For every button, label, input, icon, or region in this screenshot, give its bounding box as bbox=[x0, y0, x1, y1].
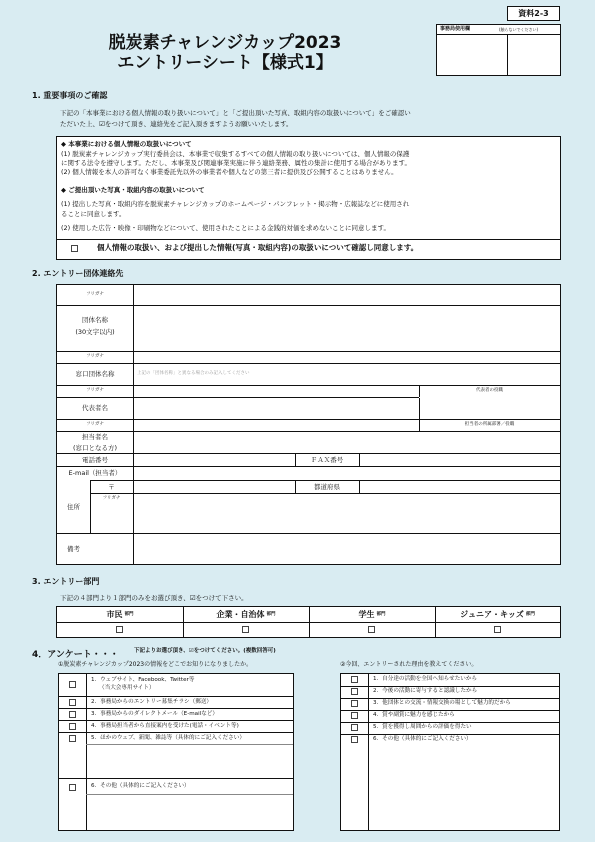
pref-divider bbox=[359, 480, 360, 493]
q1-option6-checkbox[interactable] bbox=[69, 784, 76, 791]
consent-label: 個人情報の取扱い、および提出した情報(写真・取組内容)の取扱いについて確認し同意します。 bbox=[97, 243, 419, 252]
row-divider bbox=[59, 696, 293, 697]
q2-option4-label: 4．賞や副賞に魅力を感じたから bbox=[373, 712, 455, 718]
spacer bbox=[419, 397, 560, 398]
address-label: 住所 bbox=[67, 502, 80, 511]
furigana-label: フリガナ bbox=[86, 292, 104, 297]
q2-option4-checkbox[interactable] bbox=[351, 712, 358, 719]
q1-option4-checkbox[interactable] bbox=[69, 723, 76, 730]
group-name-label: 団体名称 bbox=[82, 316, 108, 324]
category-company: 企業・自治体 部門 bbox=[216, 609, 276, 619]
section1-intro-1: 下記の「本事業における個人情報の取り扱いについて」と「ご提出頂いた写真、取組内容の取扱いについて」をご確認い bbox=[60, 109, 411, 117]
office-use-box bbox=[436, 24, 561, 76]
page-title-line2: エントリーシート【様式1】 bbox=[117, 53, 333, 73]
furigana-label: フリガナ bbox=[86, 388, 104, 393]
q1-col-divider bbox=[86, 674, 87, 830]
question1: ①脱炭素チャレンジカップ2023の情報をどこでお知りになりましたか。 bbox=[58, 661, 253, 668]
section3-instruction: 下記の４部門より１部門のみをお選び頂き、☑をつけて下さい。 bbox=[60, 594, 248, 602]
document-label: 資料2-3 bbox=[507, 6, 560, 21]
section3-heading: 3. エントリー部門 bbox=[32, 577, 100, 586]
row-divider bbox=[59, 778, 293, 779]
furigana-label: フリガナ bbox=[86, 354, 104, 359]
row-divider bbox=[90, 493, 560, 494]
q2-option2-checkbox[interactable] bbox=[351, 688, 358, 695]
office-divider bbox=[507, 35, 508, 75]
row-divider bbox=[341, 722, 559, 723]
q2-option6-checkbox[interactable] bbox=[351, 736, 358, 743]
office-use-header bbox=[437, 25, 560, 35]
category-student-checkbox[interactable] bbox=[368, 626, 375, 633]
privacy-1b: に関する法令を遵守します。ただし、本事業及び関連事業実施に伴う連絡業務、属性の集計に使用する場合があります。 bbox=[61, 159, 411, 167]
q1-option4-label: 4．事務局担当者から直接案内を受けた(電話・イベント等) bbox=[91, 723, 239, 729]
phone-label: 電話番号 bbox=[82, 455, 108, 464]
q2-option6-label: 6．その他（具体的にご記入ください） bbox=[373, 736, 472, 742]
section1-notice-box bbox=[56, 136, 561, 260]
q2-option1-checkbox[interactable] bbox=[351, 676, 358, 683]
photo-2: (2) 使用した広告・映像・印刷物などについて、使用されたことによる金銭的対価を求めないことに同意します。 bbox=[61, 224, 390, 232]
q1-option2-label: 2．事務局からのエントリー募集チラシ（郵送） bbox=[91, 699, 213, 705]
section4-heading: 4．アンケート・・・ bbox=[32, 650, 119, 660]
remarks-label: 備考 bbox=[67, 544, 80, 553]
postal-label: 〒 bbox=[108, 482, 115, 491]
page-title-line1: 脱炭素チャレンジカップ2023 bbox=[108, 33, 342, 53]
q1-option3-checkbox[interactable] bbox=[69, 711, 76, 718]
row-divider bbox=[341, 734, 559, 735]
section4-instruction: 下記よりお選び頂き、☑をつけてください。(複数回答可) bbox=[134, 648, 276, 654]
q1-option1-checkbox[interactable] bbox=[69, 681, 76, 688]
privacy-2: (2) 個人情報を本人の許可なく事業委託先以外の事業者や個人などの第三者に提供及び公開することはありません。 bbox=[61, 168, 398, 176]
row-divider bbox=[59, 720, 293, 721]
photo-1b: ることに同意します。 bbox=[61, 210, 126, 218]
furigana-label: フリガナ bbox=[102, 496, 121, 501]
consent-checkbox[interactable] bbox=[71, 245, 78, 252]
row-divider bbox=[57, 305, 560, 306]
section1-heading: 1. 重要事項のご確認 bbox=[32, 91, 108, 100]
q1-option5-checkbox[interactable] bbox=[69, 735, 76, 742]
q2-option5-label: 5．賞を獲得し周囲からの評価を得たい bbox=[373, 724, 472, 730]
label-column-divider bbox=[133, 285, 134, 564]
row-divider bbox=[59, 732, 293, 733]
category-student: 学生 部門 bbox=[358, 609, 386, 619]
fax-divider bbox=[359, 453, 360, 466]
row-divider bbox=[59, 708, 293, 709]
office-use-label: 事務局使用欄 bbox=[440, 26, 471, 32]
q1-table bbox=[58, 673, 294, 831]
staff-name-label: 担当者名 bbox=[82, 432, 108, 441]
category-citizen-checkbox[interactable] bbox=[116, 626, 123, 633]
q1-option5-label: 5．ほかのウェブ、新聞、雑誌等（具体的にご記入ください） bbox=[91, 735, 245, 741]
section1-intro-2: ただいた上、☑をつけて頂き、連絡先をご記入頂きますようお願いいたします。 bbox=[60, 120, 293, 128]
write-in-line bbox=[86, 744, 293, 745]
consent-divider bbox=[57, 239, 560, 240]
rep-title-label: 代表者の役職 bbox=[476, 388, 503, 393]
row-divider bbox=[341, 698, 559, 699]
privacy-heading: ◆ 本事業における個人情報の取扱いについて bbox=[61, 140, 192, 148]
q1-option6-label: 6．その他（具体的にご記入ください） bbox=[91, 783, 190, 789]
q2-option5-checkbox[interactable] bbox=[351, 724, 358, 731]
contact-group-label: 窓口団体名称 bbox=[75, 370, 115, 378]
contact-table bbox=[56, 284, 561, 565]
privacy-1a: (1) 脱炭素チャレンジカップ実行委員会は、本事業で収集するすべての個人情報の取り扱いについては、個人情報の保護 bbox=[61, 150, 410, 158]
category-company-checkbox[interactable] bbox=[242, 626, 249, 633]
q2-option1-label: 1．自分達の活動を全国へ知らせたいから bbox=[373, 676, 478, 682]
q2-option2-label: 2．今後の活動に寄与すると認識したから bbox=[373, 688, 478, 694]
group-name-note: (30文字以内) bbox=[75, 328, 115, 336]
write-in-line bbox=[86, 794, 293, 795]
contact-group-hint: 上記の「団体名称」と異なる場合のみ記入してください bbox=[137, 371, 250, 376]
photo-heading: ◆ ご提出頂いた写真・取組内容の取扱いについて bbox=[61, 186, 205, 194]
row-divider bbox=[341, 710, 559, 711]
office-use-note: (触らないでください) bbox=[499, 27, 539, 32]
category-table bbox=[56, 606, 561, 638]
staff-dept-label: 担当者の所属部署／役職 bbox=[464, 422, 515, 427]
rep-name-label: 代表者名 bbox=[82, 404, 108, 412]
question2: ②今回、エントリーされた理由を教えてください。 bbox=[340, 661, 478, 668]
category-junior: ジュニア・キッズ 部門 bbox=[460, 609, 535, 619]
q1-option3-label: 3．事務局からのダイレクトメール（E-mailなど） bbox=[91, 711, 218, 717]
category-citizen: 市民 部門 bbox=[106, 609, 134, 619]
staff-name-note: (窓口となる方) bbox=[72, 443, 118, 452]
furigana-label: フリガナ bbox=[86, 422, 104, 427]
q2-table bbox=[340, 673, 560, 831]
section2-heading: 2. エントリー団体連絡先 bbox=[32, 269, 124, 278]
prefecture-label: 都道府県 bbox=[314, 482, 340, 491]
q1-option2-checkbox[interactable] bbox=[69, 699, 76, 706]
fax-label: ＦＡＸ番号 bbox=[310, 455, 344, 464]
email-label: E-mail（担当者） bbox=[68, 469, 122, 477]
q1-option1-label: 1．ウェブサイト、Facebook、Twitter等 bbox=[91, 677, 195, 683]
row-divider bbox=[341, 686, 559, 687]
q2-option3-checkbox[interactable] bbox=[351, 700, 358, 707]
category-junior-checkbox[interactable] bbox=[494, 626, 501, 633]
row-divider bbox=[57, 533, 560, 534]
photo-1a: (1) 提出した写真・取組内容を脱炭素チャレンジカップのホームページ・パンフレット・掲示物・広報誌などに使用され bbox=[61, 200, 410, 208]
q2-option3-label: 3．他団体との交流・情報交換の場として魅力的だから bbox=[373, 700, 511, 706]
q1-option1-sublabel: （当大会専用サイト） bbox=[99, 685, 155, 691]
